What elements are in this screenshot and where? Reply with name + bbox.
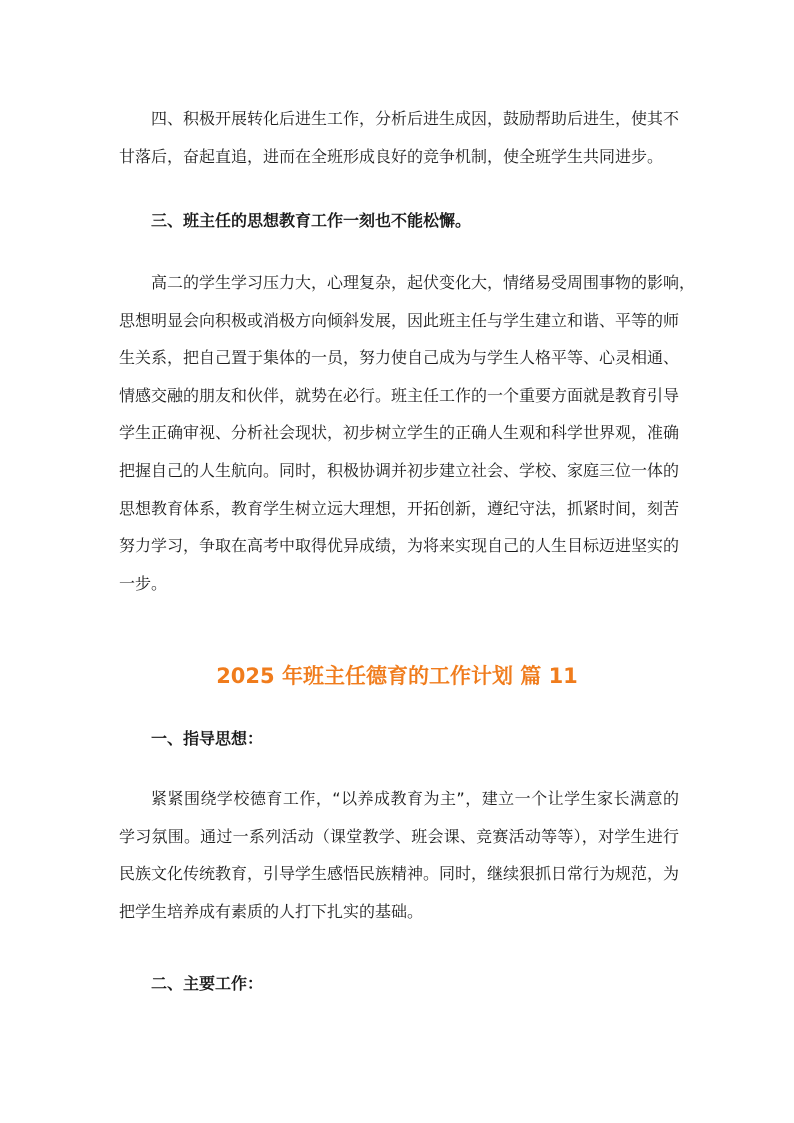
section-title: 2025 年班主任德育的工作计划 篇 11 <box>216 664 578 688</box>
paragraph-line: 思想明显会向积极或消极方向倾斜发展，因此班主任与学生建立和谐、平等的师 <box>119 310 680 330</box>
paragraph-line: 紧紧围绕学校德育工作，“以养成教育为主”，建立一个让学生家长满意的 <box>151 789 679 808</box>
paragraph-line: 学习氛围。通过一系列活动（课堂教学、班会课、竞赛活动等等），对学生进行 <box>119 826 679 846</box>
heading-guiding-ideology: 一、指导思想： <box>151 729 264 748</box>
paragraph-line: 学生正确审视、分析社会现状，初步树立学生的正确人生观和科学世界观，准确 <box>119 423 680 443</box>
paragraph-line: 情感交融的朋友和伙伴，就势在必行。班主任工作的一个重要方面就是教育引导 <box>119 385 680 405</box>
paragraph-line: 四、积极开展转化后进生工作，分析后进生成因，鼓励帮助后进生，使其不 <box>151 109 680 128</box>
paragraph-line: 高二的学生学习压力大，心理复杂，起伏变化大，情绪易受周围事物的影响， <box>151 273 696 292</box>
paragraph-line: 民族文化传统教育，引导学生感悟民族精神。同时，继续狠抓日常行为规范，为 <box>119 864 680 884</box>
paragraph-line: 把学生培养成有素质的人打下扎实的基础。 <box>119 901 424 921</box>
paragraph-ideological-education <box>119 264 696 602</box>
paragraph-line: 把握自己的人生航向。同时，积极协调并初步建立社会、学校、家庭三位一体的 <box>119 460 680 480</box>
heading-ideological-education: 三、班主任的思想教育工作一刻也不能松懈。 <box>151 211 472 230</box>
paragraph-guiding-ideology <box>119 780 679 930</box>
paragraph-line: 努力学习，争取在高考中取得优异成绩，为将来实现自己的人生目标迈进坚实的 <box>119 536 680 556</box>
paragraph-line: 一步。 <box>119 573 168 593</box>
paragraph-remedial-work <box>119 100 679 175</box>
paragraph-line: 思想教育体系，教育学生树立远大理想，开拓创新，遵纪守法，抓紧时间，刻苦 <box>119 498 680 518</box>
paragraph-line: 生关系，把自己置于集体的一员，努力使自己成为与学生人格平等、心灵相通、 <box>119 348 680 368</box>
heading-main-work: 二、主要工作： <box>151 974 264 993</box>
paragraph-line: 甘落后，奋起直追，进而在全班形成良好的竞争机制，使全班学生共同进步。 <box>119 146 664 166</box>
